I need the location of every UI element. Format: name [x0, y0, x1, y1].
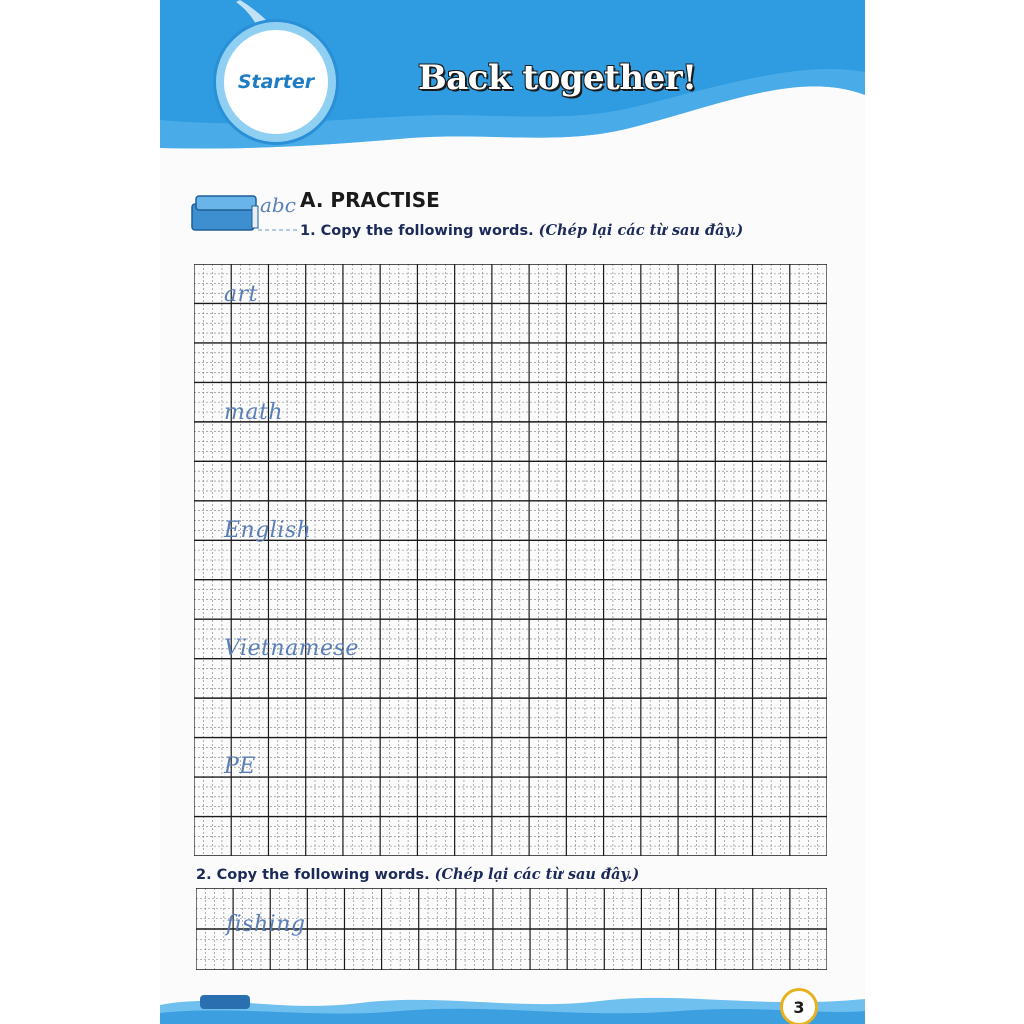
trace-word: math [224, 400, 283, 425]
books-icon [190, 186, 300, 236]
exercise-2-instruction [196, 866, 639, 883]
writing-grid-2[interactable] [196, 888, 827, 970]
trace-word: English [224, 518, 312, 543]
exercise-2-instruction-vn: (Chép lại các từ sau đây.) [434, 866, 640, 883]
workbook-page [160, 0, 865, 1024]
starter-label: Starter [237, 71, 315, 93]
footer-wave [160, 985, 865, 1024]
trace-word: PE [224, 754, 256, 779]
exercise-1-instruction-vn: (Chép lại các từ sau đây.) [538, 222, 744, 239]
trace-word: Vietnamese [224, 636, 359, 661]
page-number: 3 [780, 988, 818, 1024]
exercise-1-instruction [300, 222, 743, 239]
exercise-1-instruction-en: 1. Copy the following words. [300, 223, 534, 239]
abc-icon-text: abc [260, 193, 296, 217]
section-title: A. PRACTISE [300, 188, 440, 212]
unit-title: Back together! [418, 58, 697, 98]
starter-badge [216, 22, 336, 142]
trace-word: art [224, 282, 258, 307]
exercise-2-instruction-en: 2. Copy the following words. [196, 867, 430, 883]
writing-grid-1[interactable] [194, 264, 827, 856]
trace-word: fishing [226, 912, 306, 937]
